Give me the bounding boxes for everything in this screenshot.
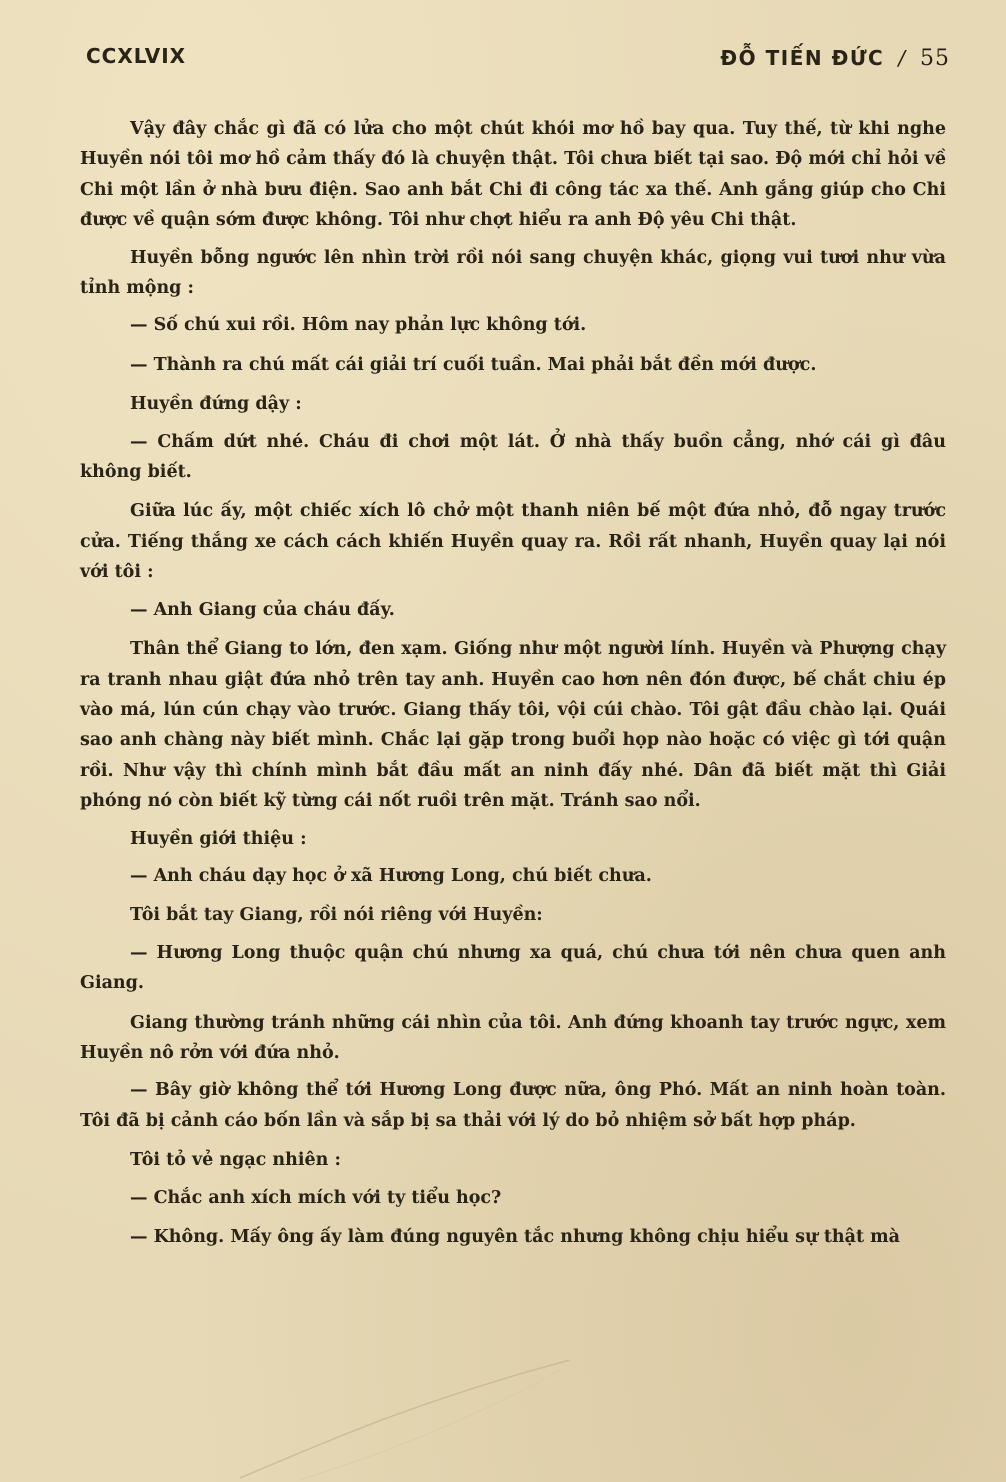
author-name: ĐỖ TIẾN ĐỨC bbox=[720, 46, 885, 70]
dialogue-line: — Anh Giang của cháu đấy. bbox=[130, 599, 395, 620]
page-number: 55 bbox=[920, 46, 950, 71]
paper-crease bbox=[240, 1360, 570, 1480]
body-text bbox=[80, 114, 946, 1261]
dialogue-line: — Không. Mấy ông ấy làm đúng nguyên tắc nhưng không chịu hiểu sự thật mà bbox=[130, 1227, 901, 1247]
dialogue-line: — Bây giờ không thể tới Hương Long được nữa, ông Phó. Mất an ninh hoàn toàn. Tôi đã bị cảnh cáo bốn lần và sắp bị sa thải với lý do bỏ nhiệm sở bất hợp pháp. bbox=[80, 1080, 946, 1131]
dialogue-line: — Số chú xui rồi. Hôm nay phản lực không tới. bbox=[130, 315, 587, 336]
paragraph: Tôi bắt tay Giang, rồi nói riêng với Huyền: bbox=[130, 905, 543, 926]
dialogue-line: — Thành ra chú mất cái giải trí cuối tuần. Mai phải bắt đền mới được. bbox=[130, 354, 817, 375]
paragraph: Giang thường tránh những cái nhìn của tôi. Anh đứng khoanh tay trước ngực, xem Huyền nô rởn với đứa nhỏ. bbox=[80, 1012, 946, 1063]
paragraph: Giữa lúc ấy, một chiếc xích lô chở một thanh niên bế một đứa nhỏ, đỗ ngay trước cửa. Tiếng thắng xe cách cách khiến Huyền quay ra. Rồi rất nhanh, Huyền quay lại nói với tôi : bbox=[80, 501, 946, 583]
paragraph: Vậy đây chắc gì đã có lửa cho một chút khói mơ hồ bay qua. Tuy thế, từ khi nghe Huyền nói tôi mơ hồ cảm thấy đó là chuyện thật. Tôi chưa biết tại sao. Độ mới chỉ hỏi về Chi một lần ở nhà bưu điện. Sao anh bắt Chi đi công tác xa thế. Anh gắng giúp cho Chi được về quận sớm được không. Tôi như chợt hiểu ra anh Độ yêu Chi thật. bbox=[80, 119, 946, 231]
paragraph: Huyền bỗng ngước lên nhìn trời rồi nói sang chuyện khác, giọng vui tươi như vừa tỉnh mộng : bbox=[80, 247, 946, 299]
dialogue-line: — Chắc anh xích mích với ty tiểu học? bbox=[130, 1187, 502, 1208]
header-separator: / bbox=[898, 46, 906, 70]
paragraph: Huyền đứng dậy : bbox=[130, 394, 302, 415]
dialogue-line: — Hương Long thuộc quận chú nhưng xa quá, chú chưa tới nên chưa quen anh Giang. bbox=[80, 942, 946, 994]
chapter-number: CCXLVIX bbox=[86, 44, 187, 68]
paragraph: Thân thể Giang to lớn, đen xạm. Giống như một người lính. Huyền và Phượng chạy ra tranh nhau giật đứa nhỏ trên tay anh. Huyền cao hơn nên đón được, bế chắt chiu ép vào má, lún cún chạy vào trước. Giang thấy tôi, vội cúi chào. Tôi gật đầu chào lại. Quái sao anh chàng này biết mình. Chắc lại gặp trong buổi họp nào hoặc có việc gì tới quận rồi. Như vậy thì chính mình bắt đầu mất an ninh đấy nhé. Dân đã biết mặt thì Giải phóng nó còn biết kỹ từng cái nốt ruồi trên mặt. Tránh sao nổi. bbox=[80, 639, 946, 812]
running-header bbox=[86, 44, 950, 80]
paragraph: Huyền giới thiệu : bbox=[130, 828, 307, 849]
paragraph: Tôi tỏ vẻ ngạc nhiên : bbox=[130, 1150, 341, 1171]
dialogue-line: — Chấm dứt nhé. Cháu đi chơi một lát. Ở nhà thấy buồn cẳng, nhớ cái gì đâu không biết. bbox=[80, 431, 946, 483]
header-right bbox=[720, 46, 950, 71]
dialogue-line: — Anh cháu dạy học ở xã Hương Long, chú biết chưa. bbox=[130, 865, 652, 886]
